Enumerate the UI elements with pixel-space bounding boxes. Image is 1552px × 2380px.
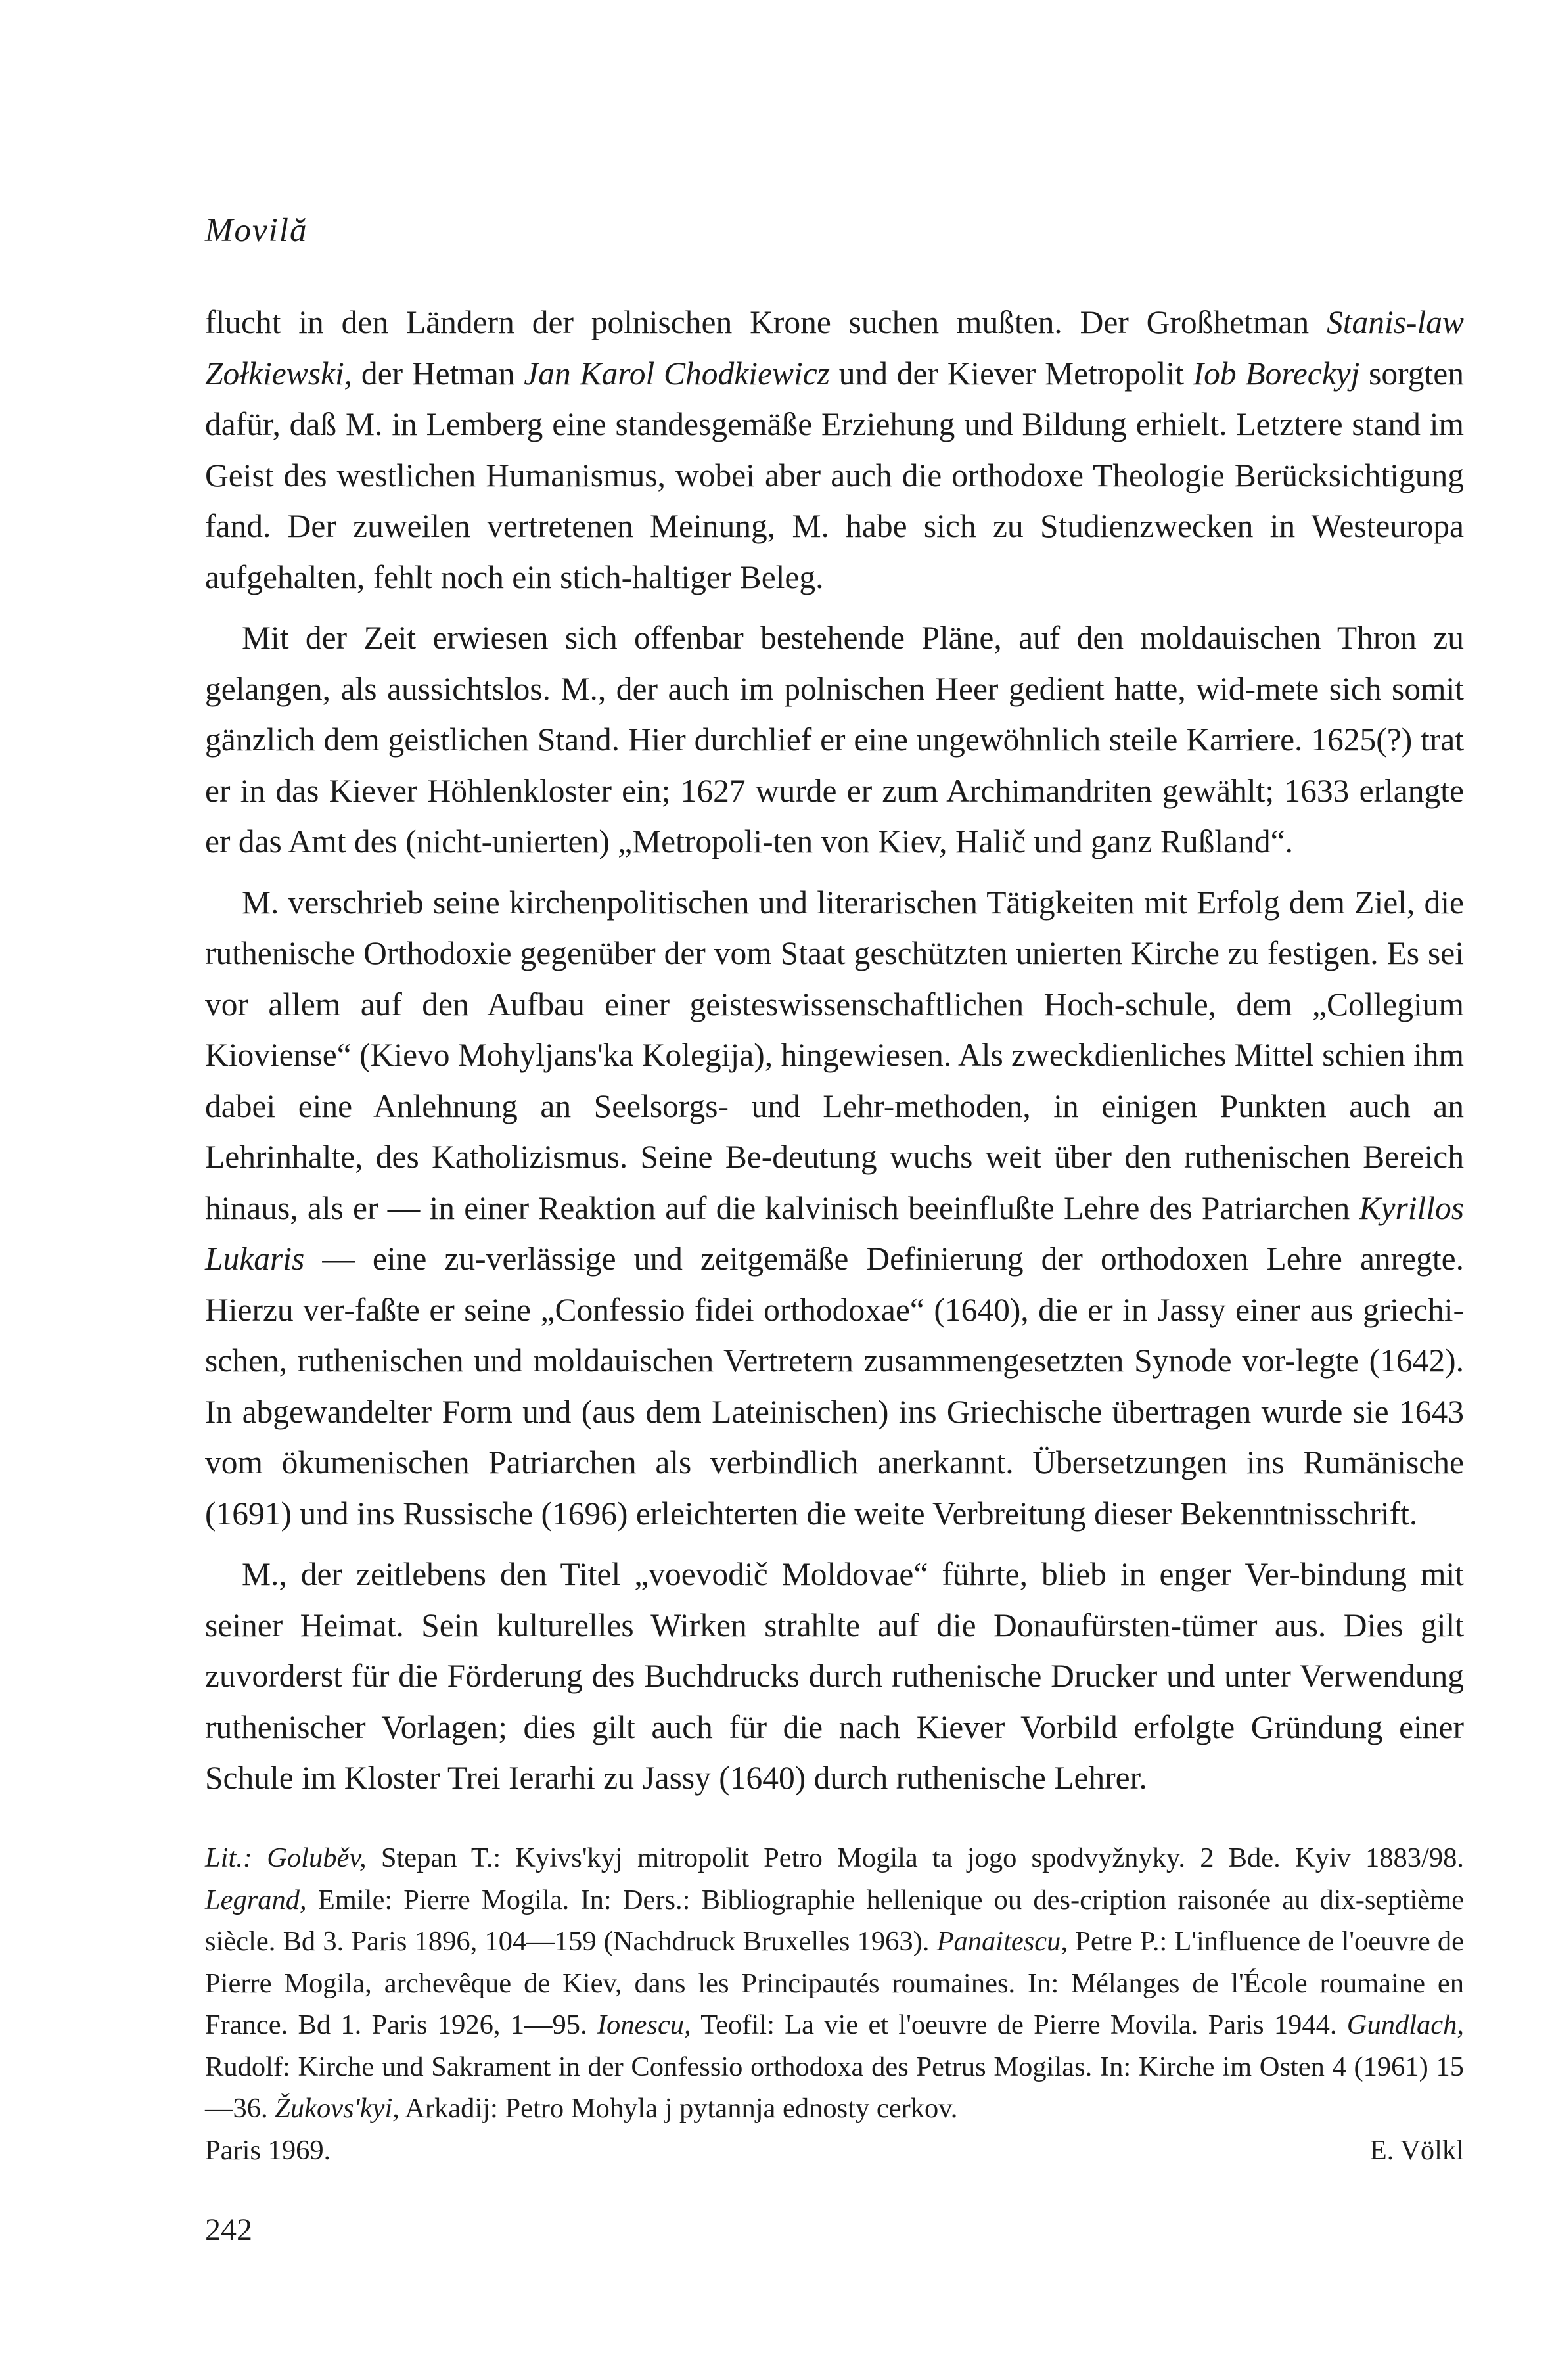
running-head: Movilă (205, 212, 308, 249)
paragraph-2: Mit der Zeit erwiesen sich offenbar bestehende Pläne, auf den moldauischen Thron zu gelangen, als aussichtslos. M., der auch im polnischen Heer gedient hatte, wid-mete sich somit gänzlich dem geistlichen Stand. Hier durchlief er eine ungewöhnlich steile Karriere. 1625(?) trat er in das Kiever Höhlenkloster ein; 1627 wurde er zum Archimandriten gewählt; 1633 erlangte er das Amt des (nicht-unierten) „Metropoli-ten von Kiev, Halič und ganz Rußland“. (205, 620, 1464, 859)
literature-list: Lit.: Goluběv, Stepan T.: Kyivs'kyj mitropolit Petro Mogila ta jogo spodvyžnyky. 2 Bde. Kyiv 1883/98. Legrand, Emile: Pierre Mogila. In: Ders.: Bibliographie hellenique ou des-cription raisonée au dix-septième siècle. Bd 3. Paris 1896, 104—159 (Nachdruck Bruxelles 1963). Panaitescu, Petre P.: L'influence de l'oeuvre de Pierre Mogila, archevêque de Kiev, dans les Principautés roumaines. In: Mélanges de l'École roumaine en France. Bd 1. Paris 1926, 1—95. Ionescu, Teofil: La vie et l'oeuvre de Pierre Movila. Paris 1944. Gundlach, Rudolf: Kirche und Sakrament in der Confessio orthodoxa des Petrus Mogilas. In: Kirche im Osten 4 (1961) 15—36. Žukovs'kyi, Arkadij: Petro Mohyla j pytannja ednosty cerkov. (205, 1842, 1465, 2124)
paragraph-4: M., der zeitlebens den Titel „voevodič Moldovae“ führte, blieb in enger Ver-bindung mit seiner Heimat. Sein kulturelles Wirken strahlte auf die Donaufürsten-tümer aus. Dies gilt zuvorderst für die Förderung des Buchdrucks durch ruthenische Drucker und unter Verwendung ruthenischer Vorlagen; dies gilt auch für die nach Kiever Vorbild erfolgte Gründung einer Schule im Kloster Trei Ierarhi zu Jassy (1640) durch ruthenische Lehrer. (205, 1556, 1464, 1796)
page-number: 242 (205, 2212, 252, 2247)
literature-last-line (205, 2130, 1464, 2172)
paragraph-3: M. verschrieb seine kirchenpolitischen und literarischen Tätigkeiten mit Erfolg dem Ziel, die ruthenische Orthodoxie gegenüber der vom Staat geschützten unierten Kirche zu festigen. Es sei vor allem auf den Aufbau einer geisteswissenschaftlichen Hoch-schule, dem „Collegium Kioviense“ (Kievo Mohyljans'ka Kolegija), hingewiesen. Als zweckdienliches Mittel schien ihm dabei eine Anlehnung an Seelsorgs- und Lehr-methoden, in einigen Punkten auch an Lehrinhalte, des Katholizismus. Seine Be-deutung wuchs weit über den ruthenischen Bereich hinaus, als er — in einer Reaktion auf die kalvinisch beeinflußte Lehre des Patriarchen Kyrillos Lukaris — eine zu-verlässige und zeitgemäße Definierung der orthodoxen Lehre anregte. Hierzu ver-faßte er seine „Confessio fidei orthodoxae“ (1640), die er in Jassy einer aus griechi-schen, ruthenischen und moldauischen Vertretern zusammengesetzten Synode vor-legte (1642). In abgewandelter Form und (aus dem Lateinischen) ins Griechische übertragen wurde sie 1643 vom ökumenischen Patriarchen als verbindlich anerkannt. Übersetzungen ins Rumänische (1691) und ins Russische (1696) erleichterten die weite Verbreitung dieser Bekenntnisschrift. (205, 884, 1464, 1532)
paragraph-1: flucht in den Ländern der polnischen Krone suchen mußten. Der Großhetman Stanis-law Zołkiewski, der Hetman Jan Karol Chodkiewicz und der Kiever Metropolit Iob Boreckyj sorgten dafür, daß M. in Lemberg eine standesgemäße Erziehung und Bildung erhielt. Letztere stand im Geist des westlichen Humanismus, wobei aber auch die orthodoxe Theologie Berücksichtigung fand. Der zuweilen vertretenen Meinung, M. habe sich zu Studienzwecken in Westeuropa aufgehalten, fehlt noch ein stich-haltiger Beleg. (205, 304, 1464, 595)
author-signature: E. Völkl (1369, 2134, 1464, 2166)
literature-section (205, 1837, 1464, 2171)
literature-closing: Paris 1969. (205, 2134, 331, 2166)
article-body (205, 297, 1464, 1814)
literature-label: Lit.: (205, 1842, 253, 1873)
